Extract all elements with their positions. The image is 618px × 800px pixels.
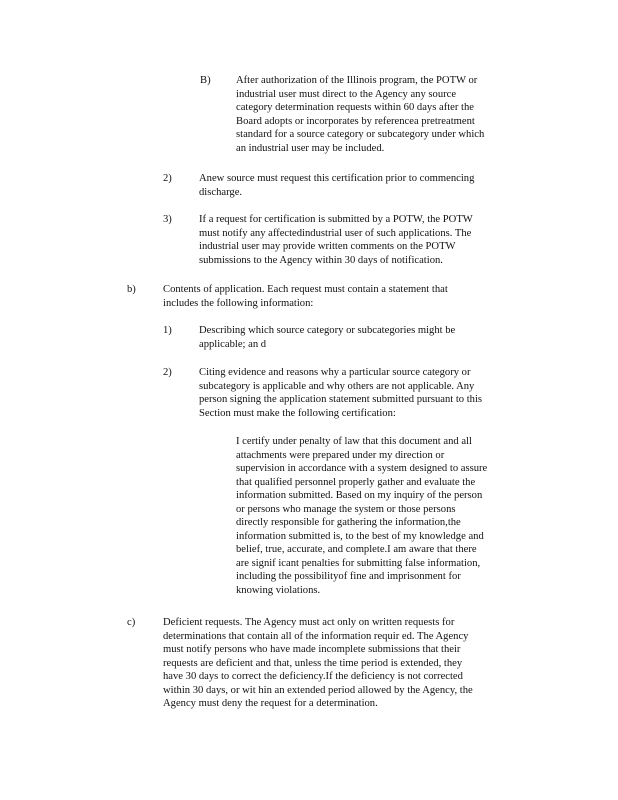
text-line: information submitted. Based on my inquiry of the person [236,490,483,501]
text-line: belief, true, accurate, and complete.I am aware that there [236,544,477,555]
text-line: industrial user may provide written comments on the POTW [199,241,456,252]
text-line: person signing the application statement submitted pursuant to this [199,394,483,405]
text-line: subcategory is applicable and why others are not applicable. Any [199,380,475,392]
paragraph-label: 2) [163,367,172,378]
text-line: are signif icant penalties for submitting false information, [236,557,481,569]
text-line: attachments were prepared under my direction or [236,449,445,461]
paragraph-text [236,74,520,155]
text-line: Describing which source category or subcategories might be [199,325,456,336]
text-line: an industrial user may be included. [236,142,385,154]
paragraph-text [163,616,523,711]
text-line: Board adopts or incorporates by referencea pretreatment [236,115,475,127]
text-line: including the possibilityof fine and imprisonment for [236,571,461,582]
paragraph-label: 1) [163,325,172,336]
text-line: Agency must deny the request for a determination. [163,698,378,709]
text-line: knowing violations. [236,584,321,596]
text-line: I certify under penalty of law that this document and all [236,436,472,447]
text-line: directly responsible for gathering the information,the [236,517,461,528]
paragraph-label: 3) [163,214,172,225]
text-line: Deficient requests. The Agency must act only on written requests for [163,617,455,628]
text-line: applicable; an d [199,338,267,350]
paragraph-text [199,366,519,420]
text-line: that qualified personnel properly gather and evaluate the [236,476,476,488]
text-line: After authorization of the Illinois program, the POTW or [236,75,478,86]
paragraph-label: B) [200,75,211,86]
text-line: If a request for certification is submitted by a POTW, the POTW [199,214,473,225]
paragraph-label: c) [127,617,136,628]
text-line: or persons who manage the system or those persons [236,503,456,515]
text-line: must notify persons who have made incomplete submissions that their [163,644,461,655]
text-line: Citing evidence and reasons why a particular source category or [199,367,471,378]
paragraph-label: 2) [163,173,172,184]
text-line: information submitted is, to the best of my knowledge and [236,530,484,542]
paragraph-text [199,172,519,199]
text-line: determinations that contain all of the information requir ed. The Agency [163,630,469,642]
text-line: discharge. [199,186,243,198]
certification-statement [236,435,522,597]
text-line: requests are deficient and that, unless the time period is extended, they [163,657,463,669]
text-line: industrial user must direct to the Agency any source [236,88,457,100]
paragraph-label: b) [127,284,136,295]
text-line: have 30 days to correct the deficiency.If the deficiency is not corrected [163,671,463,682]
text-line: standard for a source category or subcategory under which [236,129,485,140]
paragraph-text [199,213,519,267]
text-line: category determination requests within 60 days after the [236,102,474,113]
paragraph-text [163,283,523,310]
text-line: must notify any affectedindustrial user of such applications. The [199,227,472,239]
text-line: submissions to the Agency within 30 days of notification. [199,254,443,266]
paragraph-text [199,324,519,351]
text-line: Contents of application. Each request must contain a statement that [163,284,448,295]
text-line: Anew source must request this certification prior to commencing [199,173,475,184]
text-line: includes the following information: [163,297,314,309]
text-line: Section must make the following certification: [199,407,396,419]
text-line: within 30 days, or wit hin an extended period allowed by the Agency, the [163,684,473,696]
text-line: supervision in accordance with a system designed to assure [236,463,488,474]
